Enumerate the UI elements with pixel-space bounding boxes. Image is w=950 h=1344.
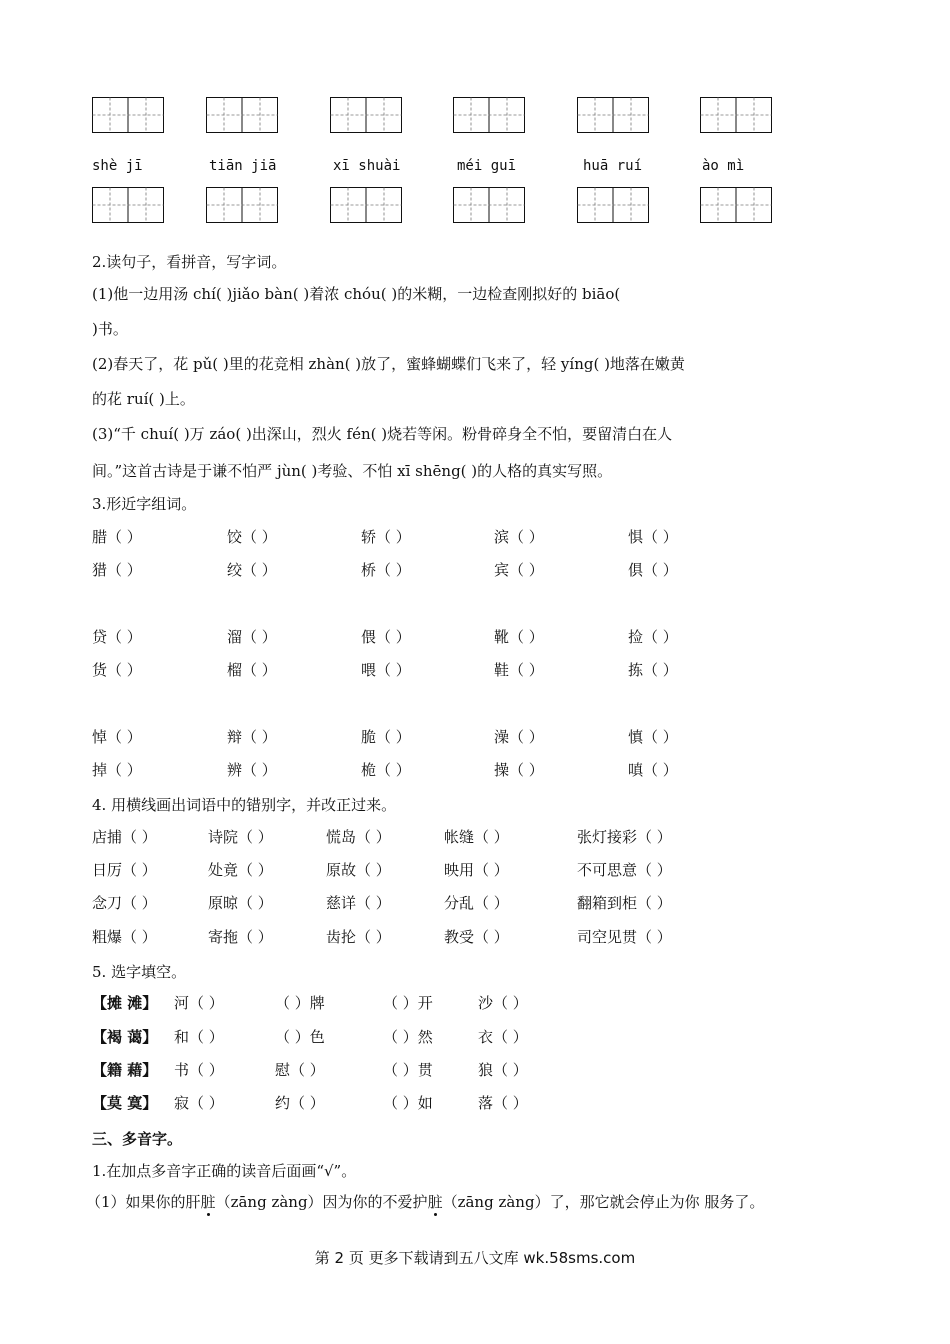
pinyin-label: shè jī [92, 158, 143, 174]
correction-cell: 原晾（ ） [208, 894, 273, 912]
q4-title: 4. 用横线画出词语中的错别字，并改正过来。 [92, 796, 397, 814]
word-cell: 惧（ ） [628, 528, 678, 546]
tian-zi-ge-box [700, 97, 772, 133]
fill-cell: （ ）开 [383, 994, 433, 1012]
word-cell: 掉（ ） [92, 761, 142, 779]
tian-zi-ge-box [700, 187, 772, 223]
q2-title: 2.读句子，看拼音，写字词。 [92, 253, 287, 271]
tian-zi-ge-box [577, 187, 649, 223]
word-cell: 喂（ ） [361, 661, 411, 679]
q1-text-b: （zāng zàng）因为你的不爱护 [215, 1193, 428, 1211]
correction-cell: 不可思意（ ） [577, 861, 672, 879]
fill-cell: （ ）然 [383, 1028, 433, 1046]
word-cell: 澡（ ） [494, 728, 544, 746]
tian-zi-ge-box [330, 97, 402, 133]
section3-q1-title: 1.在加点多音字正确的读音后面画“√”。 [92, 1162, 357, 1180]
fill-cell: （ ）如 [383, 1094, 433, 1112]
word-cell: 辩（ ） [227, 728, 277, 746]
word-cell: 绞（ ） [227, 561, 277, 579]
correction-cell: 粗爆（ ） [92, 928, 157, 946]
word-cell: 辨（ ） [227, 761, 277, 779]
q5-title: 5. 选字填空。 [92, 963, 187, 981]
word-cell: 靴（ ） [494, 628, 544, 646]
word-cell: 溜（ ） [227, 628, 277, 646]
char-choice-label: 【籍 藉】 [92, 1061, 158, 1079]
word-cell: 悼（ ） [92, 728, 142, 746]
pinyin-label: xī shuài [333, 158, 401, 174]
correction-cell: 司空见贯（ ） [577, 928, 672, 946]
pinyin-label: tiān jiā [209, 158, 277, 174]
correction-cell: 齿抡（ ） [326, 928, 391, 946]
word-cell: 轿（ ） [361, 528, 411, 546]
word-cell: 鞋（ ） [494, 661, 544, 679]
word-cell: 宾（ ） [494, 561, 544, 579]
correction-cell: 处竟（ ） [208, 861, 273, 879]
tian-zi-ge-box [453, 97, 525, 133]
word-cell: 贷（ ） [92, 628, 142, 646]
page-footer: 第 2 页 更多下载请到五八文库 wk.58sms.com [314, 1249, 636, 1267]
fill-cell: 书（ ） [174, 1061, 224, 1079]
correction-cell: 帐缝（ ） [444, 828, 509, 846]
char-choice-label: 【莫 寞】 [92, 1094, 158, 1112]
tian-zi-ge-box [206, 97, 278, 133]
tian-zi-ge-box [577, 97, 649, 133]
correction-cell: 翻箱到柜（ ） [577, 894, 672, 912]
correction-cell: 店捕（ ） [92, 828, 157, 846]
section3-title: 三、多音字。 [92, 1130, 183, 1148]
correction-cell: 日厉（ ） [92, 861, 157, 879]
q2-line: 间。”这首古诗是于谦不怕严 jùn( )考验、不怕 xī shēng( )的人格的真实写照。 [92, 462, 613, 480]
word-cell: 捡（ ） [628, 628, 678, 646]
fill-cell: 落（ ） [478, 1094, 528, 1112]
char-choice-label: 【褐 蔼】 [92, 1028, 158, 1046]
word-cell: 拣（ ） [628, 661, 678, 679]
word-cell: 滨（ ） [494, 528, 544, 546]
tian-zi-ge-box [453, 187, 525, 223]
pinyin-label: méi guī [457, 158, 517, 174]
dotted-char: 脏 [200, 1193, 216, 1211]
fill-cell: 沙（ ） [478, 994, 528, 1012]
fill-cell: 和（ ） [174, 1028, 224, 1046]
fill-cell: （ ）贯 [383, 1061, 433, 1079]
correction-cell: 原故（ ） [326, 861, 391, 879]
correction-cell: 张灯接彩（ ） [577, 828, 672, 846]
word-cell: 俱（ ） [628, 561, 678, 579]
word-cell: 桅（ ） [361, 761, 411, 779]
word-cell: 操（ ） [494, 761, 544, 779]
fill-cell: 衣（ ） [478, 1028, 528, 1046]
dotted-char: 脏 [427, 1193, 443, 1211]
q2-line: 的花 ruí( )上。 [92, 390, 195, 408]
word-cell: 榴（ ） [227, 661, 277, 679]
word-cell: 桥（ ） [361, 561, 411, 579]
correction-cell: 慌岛（ ） [326, 828, 391, 846]
q2-line: )书。 [92, 320, 128, 338]
q3-title: 3.形近字组词。 [92, 495, 197, 513]
fill-cell: 河（ ） [174, 994, 224, 1012]
pinyin-label: huā ruí [583, 158, 643, 174]
correction-cell: 映用（ ） [444, 861, 509, 879]
tian-zi-ge-box [92, 187, 164, 223]
tian-zi-ge-box [92, 97, 164, 133]
fill-cell: 慰（ ） [275, 1061, 325, 1079]
fill-cell: （ ）牌 [275, 994, 325, 1012]
word-cell: 偎（ ） [361, 628, 411, 646]
word-cell: 脆（ ） [361, 728, 411, 746]
section3-q1-line [86, 1192, 764, 1212]
tian-zi-ge-box [330, 187, 402, 223]
pinyin-label: ào mì [702, 158, 745, 174]
q1-text-c: （zāng zàng）了，那它就会停止为你 服务了。 [442, 1193, 765, 1211]
word-cell: 慎（ ） [628, 728, 678, 746]
fill-cell: 约（ ） [275, 1094, 325, 1112]
word-cell: 嗔（ ） [628, 761, 678, 779]
fill-cell: 寂（ ） [174, 1094, 224, 1112]
correction-cell: 分乱（ ） [444, 894, 509, 912]
fill-cell: （ ）色 [275, 1028, 325, 1046]
correction-cell: 寄拖（ ） [208, 928, 273, 946]
fill-cell: 狼（ ） [478, 1061, 528, 1079]
word-cell: 腊（ ） [92, 528, 142, 546]
q1-text-a: （1）如果你的肝 [86, 1193, 201, 1211]
word-cell: 货（ ） [92, 661, 142, 679]
word-cell: 饺（ ） [227, 528, 277, 546]
tian-zi-ge-box [206, 187, 278, 223]
q2-line: (2)春天了，花 pǔ( )里的花竞相 zhàn( )放了，蜜蜂蝴蝶们飞来了，轻 yíng( )地落在嫩黄 [92, 355, 685, 373]
correction-cell: 念刀（ ） [92, 894, 157, 912]
char-choice-label: 【摊 滩】 [92, 994, 158, 1012]
word-cell: 猎（ ） [92, 561, 142, 579]
correction-cell: 教受（ ） [444, 928, 509, 946]
q2-line: (1)他一边用汤 chí( )jiǎo bàn( )着浓 chóu( )的米糊，一边检查刚拟好的 biāo( [92, 285, 621, 303]
correction-cell: 诗院（ ） [208, 828, 273, 846]
correction-cell: 慈详（ ） [326, 894, 391, 912]
q2-line: (3)“千 chuí( )万 záo( )出深山，烈火 fén( )烧若等闲。粉骨碎身全不怕，要留清白在人 [92, 425, 673, 443]
